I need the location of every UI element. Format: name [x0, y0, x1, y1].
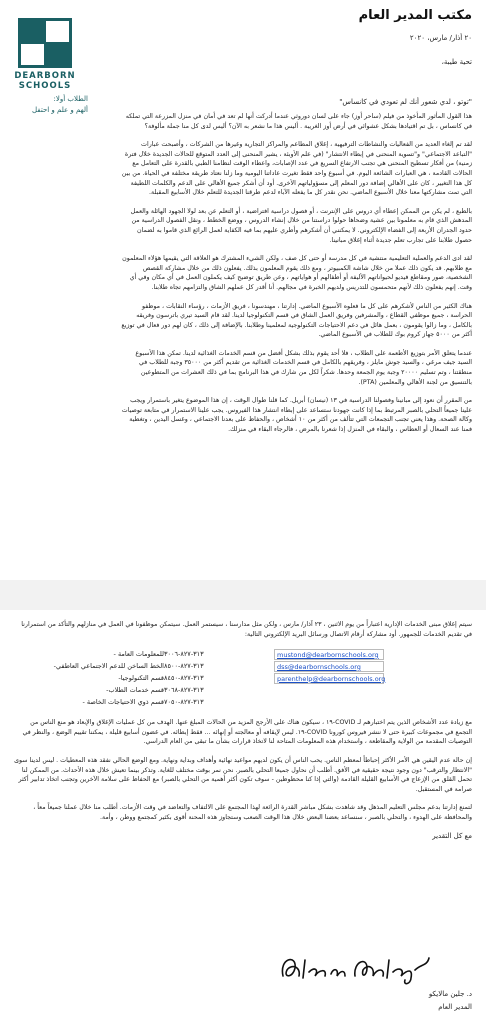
contact-email-link[interactable]: mustond@dearbornschools.org — [274, 649, 384, 660]
contact-email-link[interactable]: parenthelp@dearbornschools.org — [274, 673, 384, 684]
contact-phone: ٣١٣-٨٢٧-٣٠٠٦ — [164, 650, 204, 659]
contact-row — [14, 660, 472, 672]
contact-row — [14, 672, 472, 684]
signer-name: د. جلين مالايكو — [428, 990, 472, 998]
paragraph: بالطبع ، لم يكن من الممكن إعطاء أي دروس على الإنترنت ، أو فصول دراسية افتراضية ، أو التعلم عن بعد لولا الجهود الهائلة والعمل المدهش الذي قام به معلمونا بين عشية وضحاها حولوا دراستنا من خلال إنشاء الدروس ، ووضع الخطط ، ونقل الفصول الدراسية من حدود الجدران الأربعة إلى الفضاء الإلكتروني. لا يمكنني أن أشكرهم وأطري عليهم بما فيه الكفاية لعمل الرائع الذي قاموا به لضمان حصول طلابنا على تجارب تعلم جديدة أثناء إغلاق مبانينا. — [130, 207, 472, 244]
contact-label: قسم التكنولوجيا- — [118, 674, 164, 683]
contact-label: للمعلومات العامة - — [113, 650, 164, 659]
logo-icon — [18, 18, 72, 68]
contact-label: قسم خدمات الطلاب- — [106, 686, 164, 695]
paragraph: من المقرر أن نعود إلى مبانينا وفصولنا الدراسية في ١٣ (نيسان) أبريل. كما قلنا طوال الوقت ، إن هذا الموضوع يتغير باستمرار ويجب علينا جميعاً التحلي بالصبر المرتبط بما إذا كانت جهودنا ستساعد على إبطاء انتشار هذا الفيروس. يجب علينا الاستمرار في متابعة توصيات وكالة الصحة. وهذا يعني تجنب التجمعات التي تتألف من أكثر من ١٠ أشخاص ، والحفاظ على بعدنا الاجتماعي ، وغسل اليدين ، وتغطية فمنا عند السعال أو العطاس ، والبقاء في المنزل إذا شعرنا بالمرض ، فالرجاء البقاء في منزلك. — [121, 397, 472, 434]
signer-title: المدير العام — [438, 1003, 472, 1011]
motto-line-2: ألهم و علم و احتفل — [31, 106, 88, 114]
paragraph: هذا القول المأثور المأخوذ من فيلم (ساحر أوز) جاء على لسان دوروثي عندما أدركت أنها لم تعد في أمان في منزل المزرعة التي تملكه في كانساس ، بل تم اقتيادها بشكل عشوائي في أرض أوز الغريبة . أليس هذا ما نشعر به الآن؟ أليس لدى كل منا جملة مألوفة؟ — [125, 113, 472, 130]
opening-quote: "توتو ، لدي شعور أنك لم تعودي في كانساس" — [339, 98, 472, 106]
sidebar-motto — [8, 94, 88, 116]
contact-phone: ٣١٣-٨٢٧-٨٤٥٠ — [164, 674, 204, 683]
closing-line: مع كل التقدير — [432, 831, 472, 840]
logo-text: DEARBORN SCHOOLS — [14, 71, 76, 91]
dearborn-logo — [8, 18, 82, 91]
contact-label: قسم ذوي الاحتياجات الخاصة - — [82, 698, 164, 707]
handwritten-signature — [275, 948, 435, 988]
paragraph: مع زيادة عدد الأشخاص الذين يتم اختبارهم لـ COVID-١٩ ، سيكون هناك على الأرجح المزيد من الحالات المبلغ عنها. الهدف من كل عمليات الإغلاق والإبعاد هو منع الناس من التجمع في مجموعات كبيرة حتى لا ننشر فيروس كورونا COVID-١٩. ليس لإيقافه أو معالجته أو إنهائه ... فقط إبطائه. في غضون أسابيع قليلة ، يمكننا تقييم الوضع ، والنظر في التوصيات المقدمة من الولاية والمقاطعة ، واستخدام هذه المعلومات المتاحة لنا لاتخاذ قرارات بشأن ما تبقى من العام الدراسي. — [22, 719, 472, 746]
contact-row — [14, 648, 472, 660]
motto-line-1: الطلاب أولا: — [53, 95, 88, 103]
contact-phone: ٣١٣-٨٢٧-٣٠٦٨ — [164, 686, 204, 695]
paragraph: عندما يتعلق الأمر بتوزيع الأطعمة على الطلاب ، فلا أحد يقوم بذلك بشكل أفضل من قسم الخدمات الغذائية لدينا. تمكن هذا الأسبوع السيد جيف مرغي ، والسيد جوش مايلز ، وفريقهم بالكامل في قسم الخدمات الغذائية من تقديم أكثر من ٣٥٠٠٠ وجبة للطلاب في منطقتنا ، وتم تسليم ٢٠٠٠٠ وجبة يوم الجمعة وحدها. شكراً لكل من شارك في هذا البرنامج بما في ذلك العشرات من المتطوعين بالتنسيق من لجنة الأهالي والمعلمين (PTA). — [135, 349, 472, 386]
contact-phone: ٣١٣-٨٢٧-٧٠٥٠ — [164, 698, 204, 707]
contact-row — [14, 684, 472, 696]
letter-body-page-1 — [120, 98, 472, 444]
contact-label: الخط الساخن للدعم الاجتماعي العاطفي- — [53, 662, 164, 671]
paragraph: لقد تم إلغاء العديد من الفعاليات والنشاطات الترفيهية ، إغلاق المطاعم والمراكز التجارية وغيرها من الشركات ، وأصبحت عبارات "التباعد الاجتماعي" و"تسوية المنحنى في إبطاء الانتشار" (في علم الأوبئة ، يشير المنحنى إلى العدد المتوقع للحالات الجديدة خلال فترة زمنية) من أفكار تسطيح المنحنى هي تجنب الارتفاع السريع في عدد الإصابات، واعطاء الوقت لنظامنا الطبي بالقدرة على التعامل مع الحالات القادمة ، هي العبارات الشائعة اليوم. في أسبوع واحد فقط تغيرت عاداتنا اليومية وما زلنا نعتاد طريقة مختلفة في الحياة. من بين كل هذا التغيير ، كان على الأهالي إضافة دور المعلم إلى مسؤولياتهم الأخرى. أود أن أشكر جميع الأهالي على الدعم والكلمات اللطيفة التي تمت مشاركتها معنا خلال الأسبوع الماضي. نحن نقدر كل ما يفعله الآباء لدعم طرقنا الجديدة للتعلم خلال الأسابيع المقبلة. — [121, 141, 472, 197]
paragraph: سيتم إغلاق مبنى الخدمات الإدارية اعتباراً من يوم الاثنين ، ٢٣ آذار/ مارس ، ولكن مثل مدارسنا ، سيستمر العمل. سيتمكن موظفونا في العمل في منازلهم والتأكد من استمرارنا في تقديم الخدمات للجمهور. أود مشاركة أرقام الاتصال ورسائل البريد الإلكتروني التالية: — [21, 621, 472, 638]
paragraph: هناك الكثير من الناس لأشكرهم على كل ما فعلوه الأسبوع الماضي. إدارتنا ، مهندسونا ، فريق الأزمات ، رؤساء النقابات ، موظفو الحراسة ، جميع موظفي القطاع ، والمشرفين وفريق العمل الشاق في قسم التكنولوجيا لدينا. لقد قام السيد تيري باترسون وفريقه بالكامل ، وما زالوا يقومون ، بعمل هائل في دعم الاحتياجات التكنولوجية لمعلمينا وطلابنا. بالإضافة إلى ذلك ، كان لهم دور فعال في توزيع أكثر من ٥٠٠٠ جهاز كروم بوك للطلاب في الأسبوع الماضي. — [121, 302, 472, 339]
paragraph: إن حالة عدم اليقين هي الأمر الأكثر إحباطاً لمعظم الناس. يحب الناس أن يكون لديهم مواعيد نهائية وأهداف وبداية ونهاية. ومع الوضع الحالي نفقد هذه المعطيات . ليس لدينا سوى "الانتظار والترقب" دون وجود نتيجة حقيقية في الأفق. أطلب أن نحاول جميعا التحلي بالصبر. نحن نمر بوقت مختلف للغاية. وتذكر بينما تعيش خلال هذه الأحداث. من الممكن لنا تحمل القلق من الإزعاج في الأسابيع القليلة القادمة (والتي إذا كنا محظوظين - سوف تكون أكثر أهمية من التحلي بالصبر) مع الحفاظ على سلامة الآخرين وتجنب اتخاذ تدابير أكثر صرامة في المستقبل. — [14, 756, 472, 793]
letter-body-page-2 — [14, 620, 472, 840]
contact-email-link[interactable]: dss@dearbornschools.org — [274, 661, 384, 672]
contact-row — [14, 696, 472, 708]
contact-email-empty — [274, 685, 384, 696]
office-title: مكتب المدير العام — [358, 8, 472, 23]
contact-phone: ٣١٣-٨٢٧-٨٥٠٠ — [164, 662, 204, 671]
paragraph: لتمنع إدارتنا بدعم مجلس التعليم المذهل وقد شاهدت بشكل مباشر القدرة الرائعة لهذا المجتمع على الالتفاف والتعاضد في وقت الأزمات. أطلب منا خلال عملنا جميعاً معاً ، والمحافظة على الهدوء ، والتحلي بالصبر ، سنساعد بعضنا البعض خلال هذا الوقت الصعب وستجاوز هذه المحنة أقوى بكثير كمجتمع ووطن ، وأمة. — [33, 804, 472, 821]
paragraph: لقد ادى الدعم والعملية التعليمية منتشية في كل مدرسة أو حتى كل صف ، ولكن الشيء المشترك هو العلاقة التي يقيمها هؤلاء المعلمون مع طلابهم. قد يكون ذلك عملا من خلال شاشة الكمبيوتر ، ومع ذلك يقوم المعلمون بذلك. يفعلون ذلك من خلال مشاركة القصص الشخصية، صور ومقاطع فيديو لحيواناتهم الأليفة أو أطفالهم أو هواياتهم ، وعن طريق توضيح كيف يكملون العمل في أي مكان وفي أي وقت. إنهم يفعلون ذلك لأنهم متحمسون للتدريس ولديهم الخبرة في مجالهم. أنا أقدر كل عملهم الشاق والتزامهم تجاه طلابنا. — [122, 255, 472, 291]
greeting: تحية طيبة، — [441, 58, 472, 66]
contact-list — [14, 648, 472, 708]
letter-date: ٢٠ أذار/ مارس، ٢٠٢٠ — [409, 34, 472, 42]
page-divider — [0, 580, 486, 610]
contact-email-empty — [274, 697, 384, 708]
